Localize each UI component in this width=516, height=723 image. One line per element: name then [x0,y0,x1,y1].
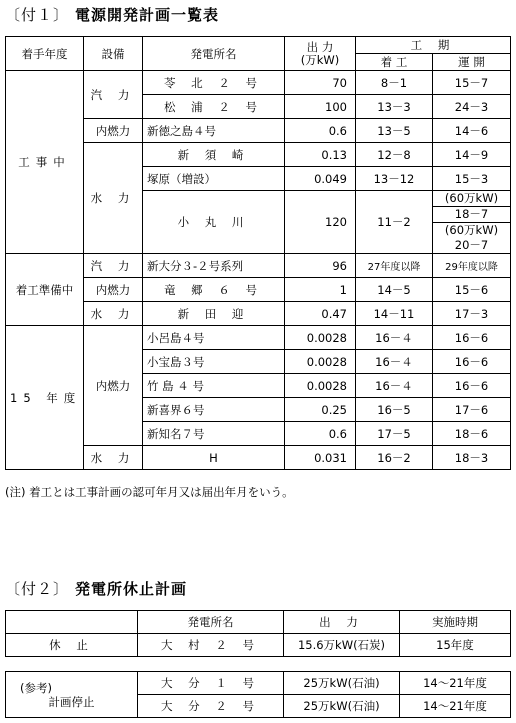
header-facility: 設備 [84,37,143,71]
plant-suspension-table [5,610,511,657]
plant-name: 新大分３-２号系列 [143,254,285,278]
operation-start: 17－6 [433,398,511,422]
construction-start: 16－5 [356,398,433,422]
plant-name: 新 田 迎 [143,302,285,326]
plant-output: 0.0028 [285,326,356,350]
plant-output: 0.25 [285,398,356,422]
group-preparing: 着工準備中 [6,254,84,326]
operation-start: 17－3 [433,302,511,326]
phase2-date: 20－7 [454,238,489,252]
plant-output: 0.049 [285,167,356,191]
plant-output: 0.47 [285,302,356,326]
plant-output: 96 [285,254,356,278]
header-output-label: 出 力 [306,39,334,54]
operation-start: 16－6 [433,326,511,350]
facility-thermal: 汽 力 [84,71,143,119]
construction-start: 16－４ [356,374,433,398]
plant-name: 大 村 ２ 号 [138,634,284,657]
plant-name: 新 須 崎 [143,143,285,167]
operation-start: 16－6 [433,350,511,374]
construction-start: 27年度以降 [356,254,433,278]
construction-start: 13－3 [356,95,433,119]
construction-start: 8－1 [356,71,433,95]
facility-thermal: 汽 力 [84,254,143,278]
timing: 14～21年度 [400,672,511,695]
table-row [6,71,511,95]
facility-internal-combustion: 内燃力 [84,119,143,143]
construction-start: 16－2 [356,446,433,470]
plant-name: 竹 島 ４ 号 [143,374,285,398]
category-planned-outage [6,672,138,718]
header-empty [6,611,138,634]
plant-output: 0.0028 [285,350,356,374]
construction-start: 13－12 [356,167,433,191]
plant-name: 小宝島３号 [143,350,285,374]
header-start-year: 着手年度 [6,37,84,71]
construction-start: 12－8 [356,143,433,167]
operation-start: 24－3 [433,95,511,119]
plant-name: 新知名７号 [143,422,285,446]
operation-start: 29年度以降 [433,254,511,278]
operation-start: 15－6 [433,278,511,302]
heading-appendix-2 [5,578,187,599]
header-output: 出 力 [284,611,400,634]
operation-start-phase1: 18－7 [433,207,511,223]
planned-outage-table [5,671,511,718]
plant-name: 小呂島４号 [143,326,285,350]
plant-output: 0.6 [285,422,356,446]
phase2-output: (60万kW) [444,223,499,237]
construction-start: 14－5 [356,278,433,302]
operation-start: 14－9 [433,143,511,167]
table-row [6,634,511,657]
plant-output: 70 [285,71,356,95]
group-under-construction: 工事中 [6,71,84,254]
category-note: (参考) [20,680,52,695]
header-operation-start: 運 開 [433,54,511,71]
table-header-row [6,611,511,634]
plant-name: H [143,446,285,470]
plant-output: 100 [285,95,356,119]
construction-start: 11－2 [356,191,433,254]
plant-output: 120 [285,191,356,254]
table-row [6,672,511,695]
operation-start: 14－6 [433,119,511,143]
header-output [285,37,356,71]
plant-name: 大 分 １ 号 [138,672,284,695]
plant-name: 新徳之島４号 [143,119,285,143]
power-development-plan-table [5,36,511,470]
timing: 15年度 [400,634,511,657]
plant-output: 0.13 [285,143,356,167]
facility-hydro: 水 力 [84,143,143,254]
footnote: (注) 着工とは工事計画の認可年月又は届出年月をいう。 [5,485,294,499]
construction-start: 14－11 [356,302,433,326]
header-plant-name: 発電所名 [143,37,285,71]
plant-output: 0.6 [285,119,356,143]
operation-start: 16－6 [433,374,511,398]
plant-output: 25万kW(石油) [284,672,400,695]
plant-name: 苓 北 ２ 号 [143,71,285,95]
timing: 14～21年度 [400,695,511,718]
plant-name: 新喜界６号 [143,398,285,422]
operation-start: 18－3 [433,446,511,470]
plant-output: 25万kW(石油) [284,695,400,718]
header-timing: 実施時期 [400,611,511,634]
construction-start: 16－４ [356,350,433,374]
construction-start: 13－5 [356,119,433,143]
operation-start: 15－7 [433,71,511,95]
plant-output: 0.0028 [285,374,356,398]
operation-start: 15－3 [433,167,511,191]
plant-name: 大 分 ２ 号 [138,695,284,718]
heading-appendix-1 [5,4,219,25]
construction-start: 17－5 [356,422,433,446]
facility-internal-combustion: 内燃力 [84,326,143,446]
plant-name: 塚原（増設） [143,167,285,191]
operation-start: 18－6 [433,422,511,446]
heading-tag: 〔付２〕 [5,580,70,598]
facility-hydro: 水 力 [84,302,143,326]
group-fy15: 15 年度 [6,326,84,470]
plant-output: 15.6万kW(石炭) [284,634,400,657]
table-row [6,254,511,278]
construction-start: 16－４ [356,326,433,350]
table-header-row [6,37,511,54]
header-construction-start: 着 工 [356,54,433,71]
table-row [6,326,511,350]
plant-name: 松 浦 ２ 号 [143,95,285,119]
category-label: 計画停止 [48,694,95,709]
plant-output: 0.031 [285,446,356,470]
header-plant-name: 発電所名 [138,611,284,634]
category-suspension: 休 止 [6,634,138,657]
facility-internal-combustion: 内燃力 [84,278,143,302]
plant-output: 1 [285,278,356,302]
plant-name: 小 丸 川 [143,191,285,254]
operation-start-phase1-output: (60万kW) [433,191,511,207]
header-period: 工 期 [356,37,511,54]
facility-hydro: 水 力 [84,446,143,470]
heading-tag: 〔付１〕 [5,6,70,24]
plant-name: 竜 郷 ６ 号 [143,278,285,302]
heading-title: 発電所休止計画 [75,580,188,598]
heading-title: 電源開発計画一覧表 [75,6,220,24]
operation-start-phase2 [433,223,511,254]
header-output-unit: (万kW) [300,52,340,67]
